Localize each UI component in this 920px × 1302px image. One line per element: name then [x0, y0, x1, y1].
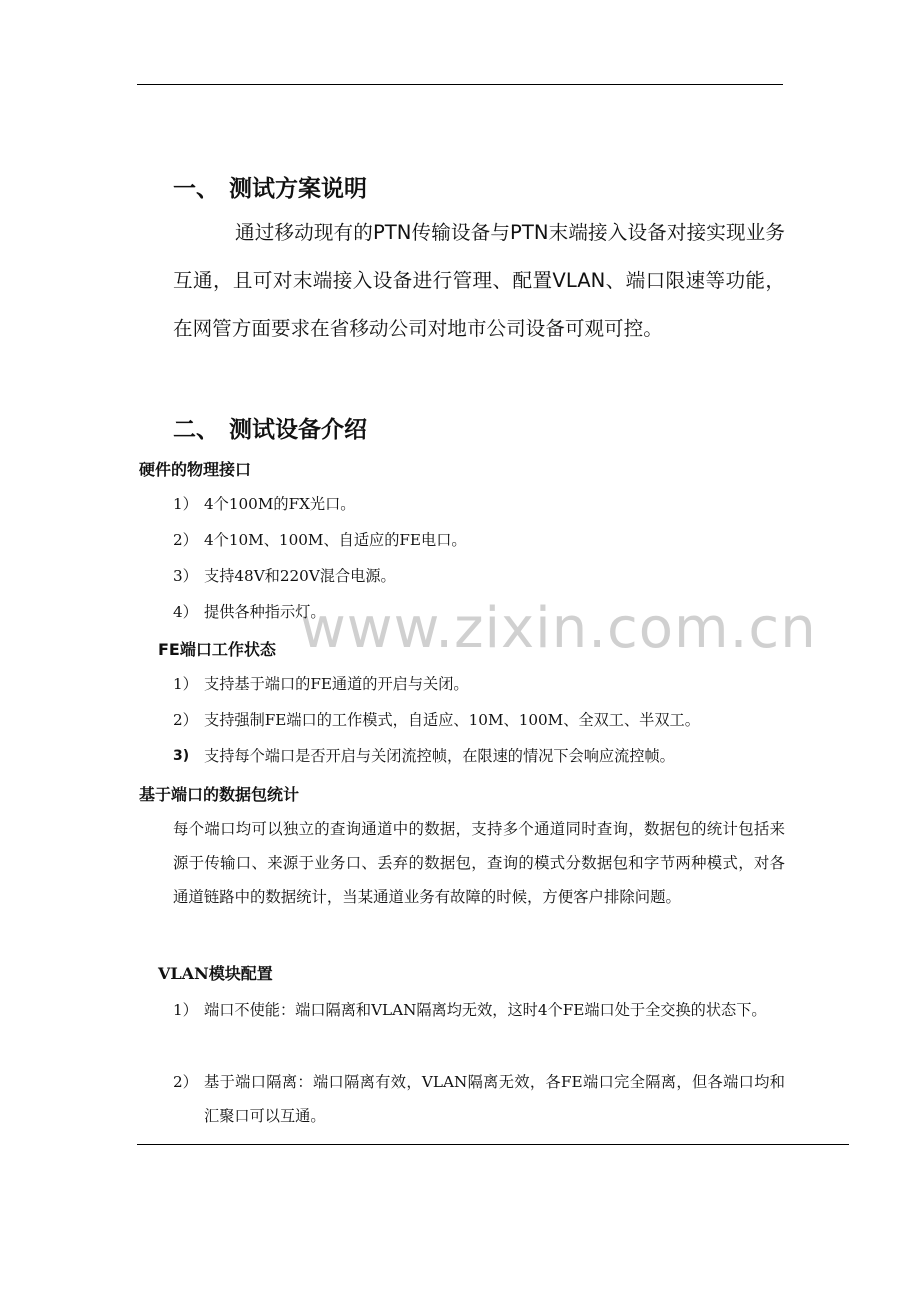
list-item: [173, 739, 785, 773]
list-item: [173, 595, 785, 629]
header-rule: [137, 84, 783, 85]
list-text: 4个100M的FX光口。: [204, 495, 356, 513]
fe-port-heading: FE端口工作状态: [158, 640, 276, 659]
section-1-number: 一、: [173, 176, 219, 202]
list-text: 基于端口隔离：端口隔离有效，VLAN隔离无效，各FE端口完全隔离，但各端口均和汇聚口可以互通。: [204, 1073, 785, 1125]
section-1-paragraph: 通过移动现有的PTN传输设备与PTN末端接入设备对接实现业务互通，且可对末端接入设备进行管理、配置VLAN、端口限速等功能，在网管方面要求在省移动公司对地市公司设备可观可控。: [173, 221, 785, 340]
section-2-title: 测试设备介绍: [229, 417, 367, 443]
section-1-title: 测试方案说明: [229, 176, 367, 202]
list-number: 2）: [173, 1073, 198, 1091]
list-text: 支持每个端口是否开启与关闭流控帧，在限速的情况下会响应流控帧。: [204, 747, 675, 765]
list-text: 支持强制FE端口的工作模式，自适应、10M、100M、全双工、半双工。: [204, 711, 700, 729]
footer-rule: [137, 1144, 849, 1145]
list-item: [173, 523, 785, 557]
list-item: [173, 703, 785, 737]
list-text: 支持基于端口的FE通道的开启与关闭。: [204, 675, 469, 693]
list-number: 3): [173, 748, 190, 764]
section-2-number: 二、: [173, 417, 219, 443]
list-number: 1）: [173, 495, 198, 513]
list-number: 1）: [173, 675, 198, 693]
hardware-heading: 硬件的物理接口: [139, 460, 252, 479]
list-item: [173, 993, 785, 1027]
stats-heading: 基于端口的数据包统计: [139, 785, 300, 804]
list-item: [173, 487, 785, 521]
list-text: 4个10M、100M、自适应的FE电口。: [204, 531, 467, 549]
list-text: 支持48V和220V混合电源。: [204, 567, 396, 585]
watermark: www.zixin.com.cn: [300, 596, 817, 661]
list-item: [173, 667, 785, 701]
list-text: 提供各种指示灯。: [204, 603, 326, 621]
list-item: [173, 1065, 785, 1133]
vlan-heading: VLAN模块配置: [158, 964, 273, 983]
list-number: 2）: [173, 531, 198, 549]
list-number: 1）: [173, 1001, 198, 1019]
list-text: 端口不使能：端口隔离和VLAN隔离均无效，这时4个FE端口处于全交换的状态下。: [204, 1001, 767, 1019]
list-item: [173, 559, 785, 593]
section-1-heading: [173, 170, 367, 203]
list-number: 2）: [173, 711, 198, 729]
list-number: 3）: [173, 567, 198, 585]
section-2-heading: [173, 411, 367, 444]
list-number: 4）: [173, 603, 198, 621]
stats-paragraph: 每个端口均可以独立的查询通道中的数据，支持多个通道同时查询，数据包的统计包括来源于传输口、来源于业务口、丢弃的数据包，查询的模式分数据包和字节两种模式，对各通道链路中的数据统计，当某通道业务有故障的时候，方便客户排除问题。: [173, 820, 785, 906]
